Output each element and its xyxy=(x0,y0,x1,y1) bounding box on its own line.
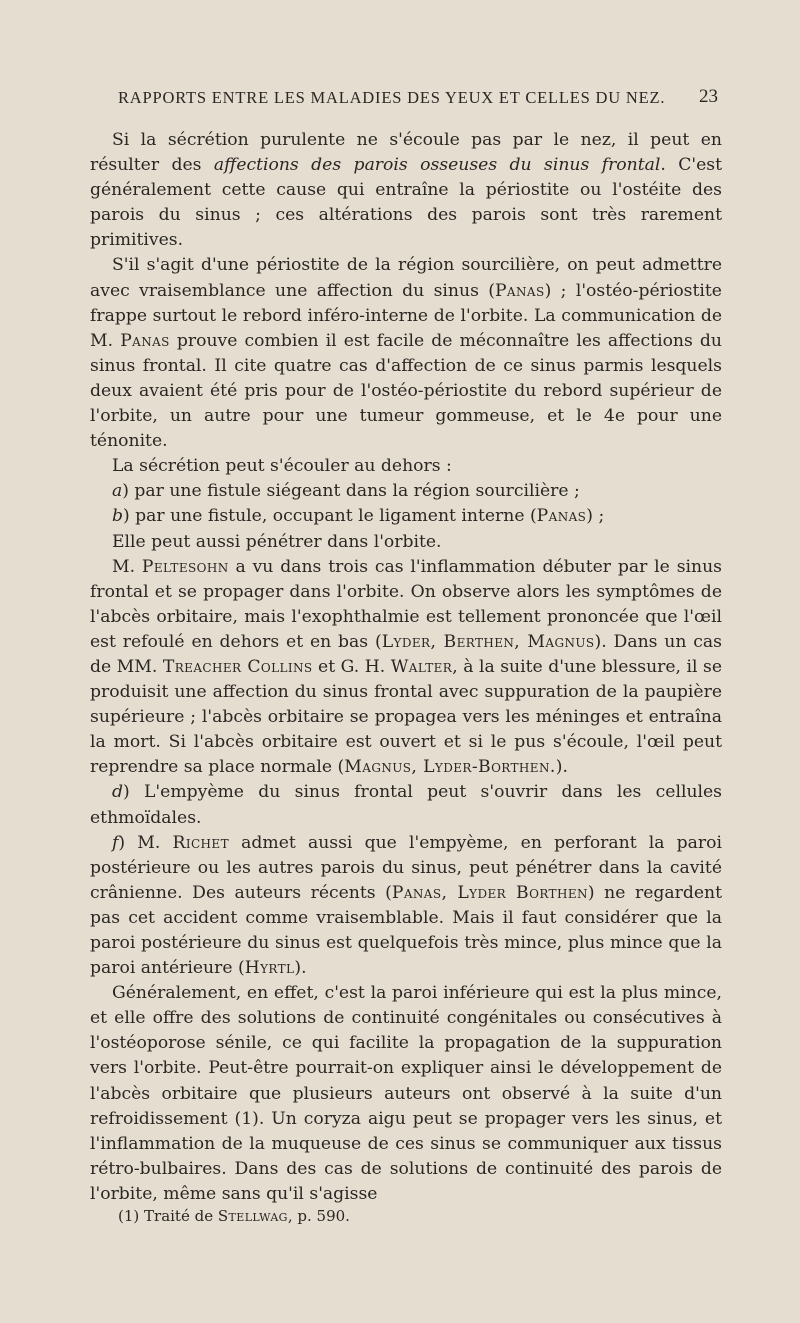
text-run: M. xyxy=(112,556,142,577)
text-run: ). xyxy=(555,757,568,778)
paragraph xyxy=(90,530,722,555)
text-run: (1) Traité de xyxy=(118,1207,218,1225)
italic-text: affections des parois osseuses du sinus frontal xyxy=(213,155,661,176)
text-run: ). Dans un cas de MM. xyxy=(90,631,722,677)
text-run: . C'est généralement cette cause qui entraîne la périostite ou l'ostéite des parois du sinus ; ces altérations des parois sont très rarement primitives. xyxy=(90,155,723,251)
author-name: Peltesohn xyxy=(141,556,229,577)
author-name: Panas, Lyder Borthen xyxy=(391,882,588,903)
text-run: ) par une fistule, occupant le ligament interne ( xyxy=(123,506,537,527)
text-run: S'il s'agit d'une périostite de la région sourcilière, on peut admettre avec vraisemblance une affection du sinus ( xyxy=(90,255,722,301)
paragraph xyxy=(90,454,722,479)
paragraph xyxy=(90,831,722,982)
footnote xyxy=(118,1206,718,1226)
author-name: Lyder, Berthen, Magnus xyxy=(381,631,595,652)
text-run: et G. H. xyxy=(312,656,391,677)
author-name: Panas xyxy=(494,280,545,301)
text-run: ) ; l'ostéo-périostite frappe surtout le rebord inféro-interne de l'orbite. La communication de M. xyxy=(90,280,722,351)
running-title: RAPPORTS ENTRE LES MALADIES DES YEUX ET CELLES DU NEZ. xyxy=(118,88,666,107)
text-run: , à la suite d'une blessure, il se produisit une affection du sinus frontal avec suppuration de la paupière supérieure ; l'abcès orbitaire se propagea vers les méninges et entraîna la mort. Si l'abcès orbitaire est ouvert et si le pus s'écoule, l'œil peut reprendre sa place normale ( xyxy=(90,656,723,778)
author-name: Richet xyxy=(172,832,229,853)
text-run: Généralement, en effet, c'est la paroi inférieure qui est la plus mince, et elle offre des solutions de continuité congénitales ou consécutives à l'ostéoporose sénile, ce qui facilite la propagation de la suppuration vers l'orbite. Peut-être pourrait-on expliquer ainsi le développement de l'abcès orbitaire que plusieurs auteurs ont observé à la suite d'un refroidissement (1). Un coryza aigu peut se propager vers les sinus, et l'inflammation de la muqueuse de ces sinus se communiquer aux tissus rétro-bulbaires. Dans des cas de solutions de continuité des parois de l'orbite, même sans qu'il s'agisse xyxy=(90,983,722,1204)
paragraph xyxy=(90,253,722,454)
text-run: Si la sécrétion purulente ne s'écoule pas par le nez, il peut en résulter des xyxy=(90,130,722,176)
text-run: ) ne regardent pas cet accident comme vraisemblable. Mais il faut considérer que la paroi postérieure du sinus est quelquefois très mince, plus mince que la paroi antérieure ( xyxy=(90,882,722,979)
author-name: Stellwag xyxy=(217,1207,288,1225)
paragraph xyxy=(90,504,722,529)
text-run: ) par une fistule siégeant dans la région sourcilière ; xyxy=(122,481,580,502)
body-text xyxy=(90,128,722,1207)
paragraph xyxy=(90,555,722,781)
text-run: admet aussi que l'empyème, en perforant la paroi postérieure ou les autres parois du sinus, peut pénétrer dans la cavité crânienne. Des auteurs récents ( xyxy=(90,832,722,903)
text-run: ) L'empyème du sinus frontal peut s'ouvrir dans les cellules ethmoïdales. xyxy=(90,782,722,828)
paragraph xyxy=(90,780,722,830)
author-name: Treacher Collins xyxy=(162,656,313,677)
text-run: ) ; xyxy=(586,506,605,527)
author-name: Magnus, Lyder-Borthen. xyxy=(344,757,556,778)
italic-text: b xyxy=(112,506,124,527)
author-name: Panas xyxy=(536,506,587,527)
text-run: ) M. xyxy=(118,832,173,853)
text-run: La sécrétion peut s'écouler au dehors : xyxy=(112,456,452,477)
italic-text: f xyxy=(112,832,119,853)
text-run: prouve combien il est facile de méconnaître les affections du sinus frontal. Il cite quatre cas d'affection de ce sinus parmis lesquels deux avaient été pris pour de l'ostéo-périostite du rebord supérieur de l'orbite, un autre pour une tumeur gommeuse, et le 4e pour une ténonite. xyxy=(90,330,722,452)
running-head xyxy=(118,88,718,114)
author-name: Hyrtl xyxy=(244,958,295,979)
paragraph xyxy=(90,128,722,253)
paragraph xyxy=(90,981,722,1207)
italic-text: d xyxy=(112,782,124,803)
text-run: ). xyxy=(294,958,307,979)
author-name: Walter xyxy=(390,656,453,677)
text-run: a vu dans trois cas l'inflammation débuter par le sinus frontal et se propager dans l'orbite. On observe alors les symptômes de l'abcès orbitaire, mais l'exophthalmie est tellement prononcée que l'œil est refoulé en dehors et en bas ( xyxy=(90,556,722,652)
paragraph xyxy=(90,479,722,504)
author-name: Panas xyxy=(120,330,170,351)
text-run: Elle peut aussi pénétrer dans l'orbite. xyxy=(112,531,442,552)
italic-text: a xyxy=(112,481,123,502)
text-run: , p. 590. xyxy=(287,1207,350,1225)
page-number: 23 xyxy=(699,86,718,107)
